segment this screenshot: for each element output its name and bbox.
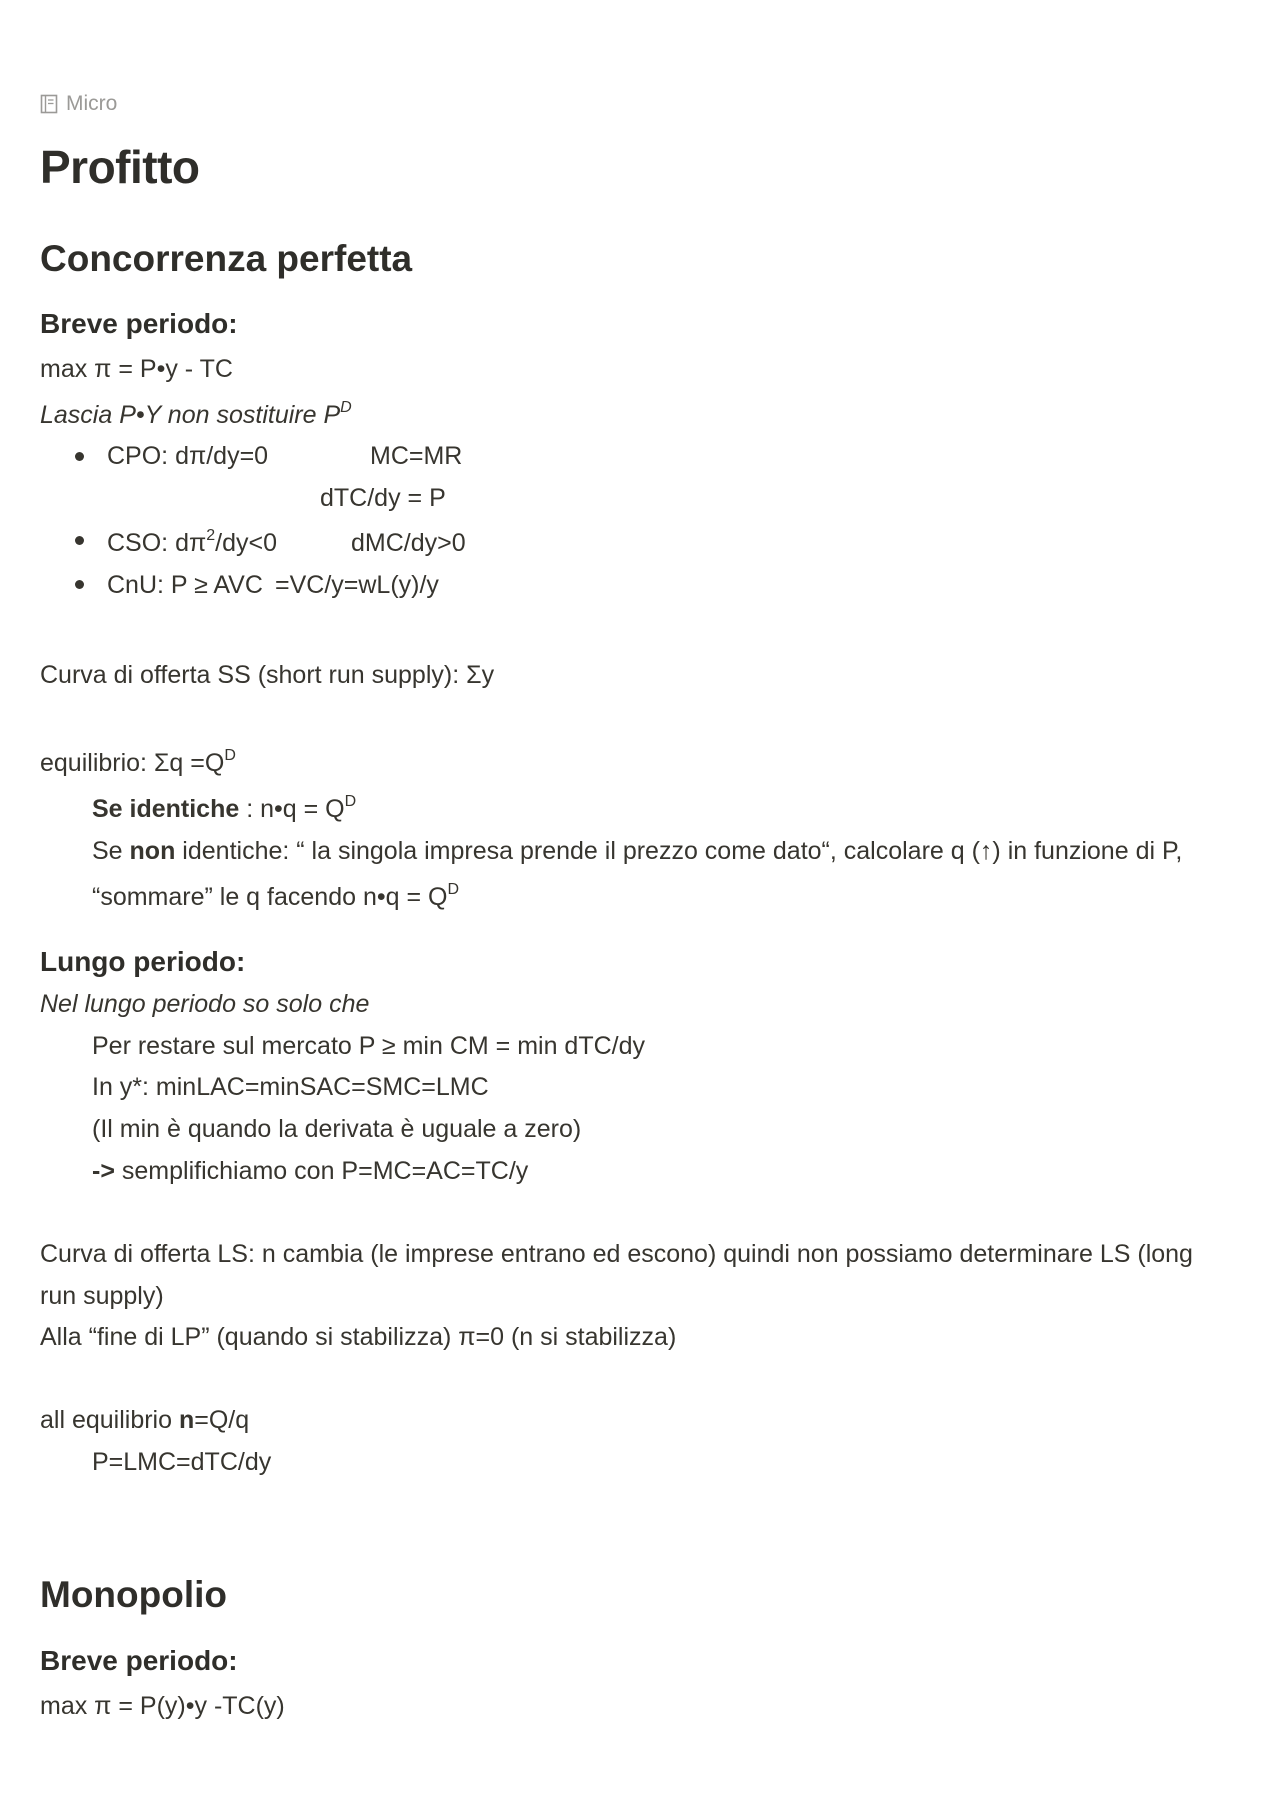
lungo-intro: Nel lungo periodo so solo che xyxy=(40,990,370,1018)
subheading-breve-periodo: Breve periodo: xyxy=(40,308,238,339)
supply-curve-ls-line2: run supply) xyxy=(40,1282,164,1310)
lungo-line-2: In y*: minLAC=minSAC=SMC=LMC xyxy=(92,1073,489,1101)
formula-profit: max π = P•y - TC xyxy=(40,355,233,383)
cpo-dtc-p: dTC/dy = P xyxy=(320,484,446,512)
breadcrumb[interactable] xyxy=(40,92,117,116)
lungo-equilibrium: all equilibrio n=Q/q xyxy=(40,1406,250,1434)
section-heading-monopolio: Monopolio xyxy=(40,1574,227,1615)
bullet-dot xyxy=(75,580,84,589)
fine-lp: Alla “fine di LP” (quando si stabilizza) π=0 (n si stabilizza) xyxy=(40,1323,677,1351)
cpo-condition: CPO: dπ/dy=0 xyxy=(107,442,269,470)
non-identical-firms: Se non identiche: “ la singola impresa prende il prezzo come dato“, calcolare q (↑) in funzione di P, xyxy=(92,837,1183,865)
bullet-dot xyxy=(75,536,84,545)
lungo-line-4: -> semplifichiamo con P=MC=AC=TC/y xyxy=(92,1157,529,1185)
non-identical-firms-line2: “sommare” le q facendo n•q = $Q^D$ xyxy=(92,880,460,911)
lungo-equilibrium-line2: P=LMC=dTC/dy xyxy=(92,1448,272,1476)
cnu-condition: CnU: P ≥ AVC xyxy=(107,571,263,599)
note-lascia: Lascia P•Y non sostituire $P^D$ xyxy=(40,398,352,429)
page-icon xyxy=(40,94,58,114)
lungo-line-1: Per restare sul mercato P ≥ min CM = min dTC/dy xyxy=(92,1032,646,1060)
page-title: Profitto xyxy=(40,141,200,193)
supply-curve-ss: Curva di offerta SS (short run supply): Σy xyxy=(40,661,495,689)
lungo-line-3: (Il min è quando la derivata è uguale a zero) xyxy=(92,1115,582,1143)
subheading-monopolio-breve: Breve periodo: xyxy=(40,1645,238,1676)
cso-dmc: dMC/dy>0 xyxy=(351,529,466,557)
supply-curve-ls: Curva di offerta LS: n cambia (le imprese entrano ed escono) quindi non possiamo determinare LS (long xyxy=(40,1240,1193,1268)
subheading-lungo-periodo: Lungo periodo: xyxy=(40,946,246,977)
equilibrium: equilibrio: $\Sigma q =Q^D$ xyxy=(40,746,236,777)
breadcrumb-label: Micro xyxy=(66,92,118,115)
cnu-avc: =VC/y=wL(y)/y xyxy=(275,571,439,599)
formula-monopolio: max π = P(y)•y -TC(y) xyxy=(40,1692,285,1720)
section-heading-concorrenza: Concorrenza perfetta xyxy=(40,238,413,279)
cso-condition: CSO: $d\pi^2/dy<0$ xyxy=(107,526,277,557)
cpo-mc-mr: MC=MR xyxy=(370,442,463,470)
bullet-dot xyxy=(75,452,84,461)
identical-firms: Se identiche : n•q = $Q^D$ xyxy=(92,792,357,823)
